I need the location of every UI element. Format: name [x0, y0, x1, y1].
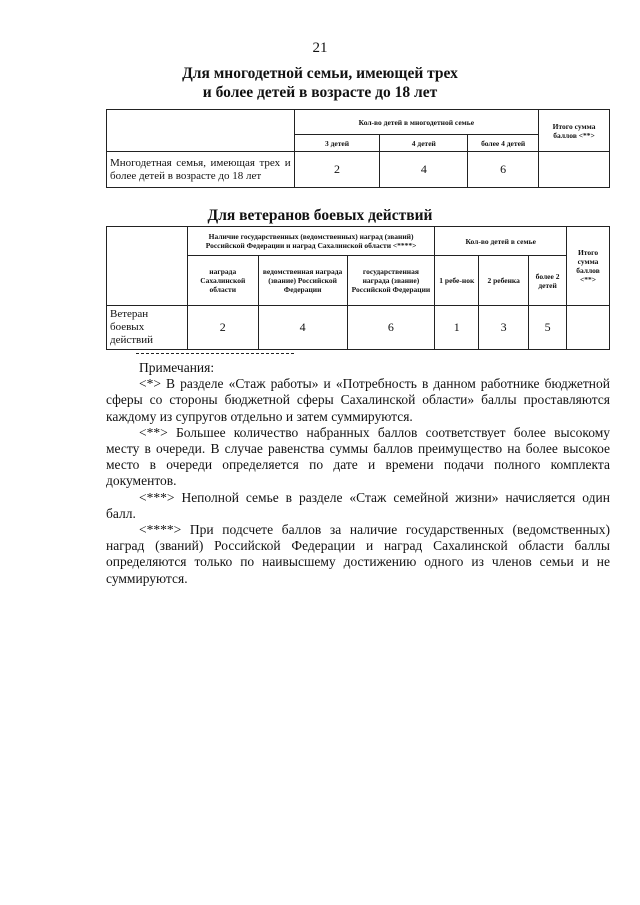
sub-header-4-children: 4 детей: [380, 135, 468, 152]
notes-label: Примечания:: [139, 360, 215, 375]
table-corner-cell: [107, 110, 295, 152]
sub-header-more-than-4: более 4 детей: [468, 135, 539, 152]
value-sakhalin-award: 2: [187, 306, 258, 350]
sub-header-state-award: государственная награда (звание) Российской Федерации: [347, 256, 435, 306]
table-corner-cell: [107, 227, 188, 306]
value-state-award: 6: [347, 306, 435, 350]
total-points-cell: [567, 306, 610, 350]
value-more-than-4: 6: [468, 152, 539, 188]
sub-header-sakhalin-award: награда Сахалинской области: [187, 256, 258, 306]
sub-header-2-children: 2 ребенка: [479, 256, 529, 306]
sub-header-departmental-award: ведомственная награда (звание) Российской Федерации: [258, 256, 347, 306]
sub-header-3-children: 3 детей: [294, 135, 380, 152]
value-3-children: 2: [294, 152, 380, 188]
veterans-section-title: Для ветеранов боевых действий: [207, 207, 433, 224]
children-count-header: Кол-во детей в семье: [435, 227, 567, 256]
notes-section: [106, 360, 610, 587]
note-3: <***> Неполной семье в разделе «Стаж семейной жизни» начисляется один балл.: [106, 489, 610, 521]
large-family-points-table: [106, 109, 610, 188]
row-label-veteran: Ветеран боевых действий: [107, 306, 188, 350]
row-label-large-family: Многодетная семья, имеющая трех и более детей в возрасте до 18 лет: [107, 152, 295, 188]
veterans-points-table: [106, 226, 610, 350]
note-2: <**> Большее количество набранных баллов соответствует более высокому месту в очереди. В случае равенства суммы баллов преимущество на более высокое место в очереди определяется по дате и времени подачи полного комплекта документов.: [106, 424, 610, 489]
total-points-header: Итого сумма баллов <**>: [567, 227, 610, 306]
value-more-than-2: 5: [529, 306, 567, 350]
notes-separator: [136, 353, 294, 354]
large-family-section-title: [0, 64, 640, 102]
value-2-children: 3: [479, 306, 529, 350]
sub-header-1-child: 1 ребе-нок: [435, 256, 479, 306]
title-line-1: Для многодетной семьи, имеющей трех: [182, 65, 458, 82]
value-departmental-award: 4: [258, 306, 347, 350]
total-points-cell: [539, 152, 610, 188]
value-4-children: 4: [380, 152, 468, 188]
note-1: <*> В разделе «Стаж работы» и «Потребность в данном работнике бюджетной сферы со стороны бюджетной сферы Сахалинской области» баллы проставляются каждому из супругов отдельно и затем суммируются.: [106, 376, 610, 424]
value-1-child: 1: [435, 306, 479, 350]
note-4: <****> При подсчете баллов за наличие государственных (ведомственных) наград (званий) Российской Федерации и наград Сахалинской области баллы определяются только по наивысшему достижению одного из членов семьи и не суммируются.: [106, 522, 610, 586]
title-line-2: и более детей в возрасте до 18 лет: [202, 84, 438, 101]
total-points-header: Итого сумма баллов <**>: [539, 110, 610, 152]
page-number: 21: [312, 40, 328, 56]
children-count-header: Кол-во детей в многодетной семье: [294, 110, 538, 135]
sub-header-more-than-2: более 2 детей: [529, 256, 567, 306]
awards-header: Наличие государственных (ведомственных) наград (званий) Российской Федерации и наград Сахалинской области <****>: [187, 227, 435, 256]
